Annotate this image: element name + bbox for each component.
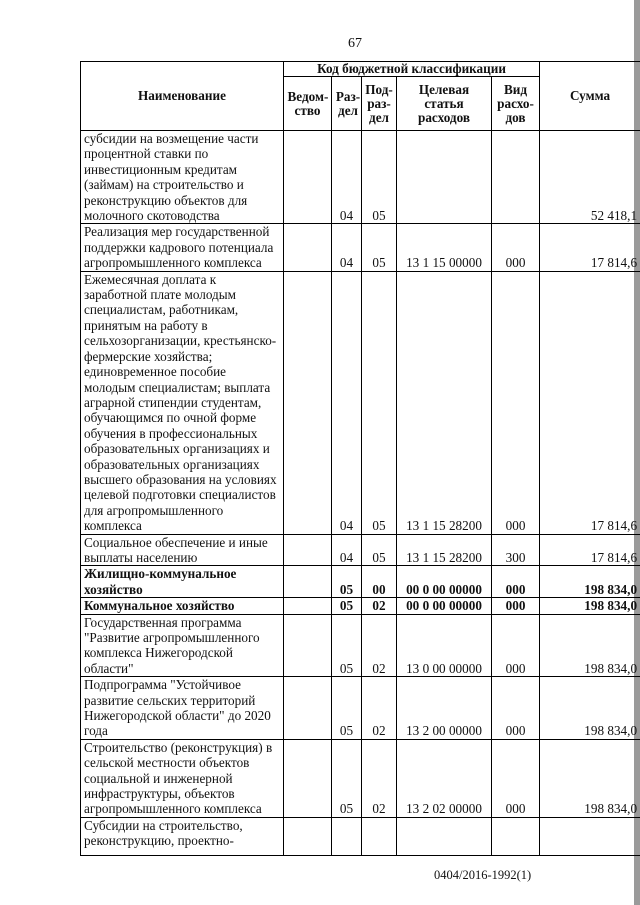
row-name: Подпрограмма "Устойчивое развитие сельских территорий Нижегородской области" до 2020 года: [81, 677, 284, 740]
row-sum: 17 814,6: [540, 224, 640, 271]
table-row: [81, 614, 640, 677]
row-target-article: 00 0 00 00000: [397, 598, 492, 614]
table-row: [81, 271, 640, 534]
row-expense-type: 000: [492, 614, 540, 677]
row-expense-type: 000: [492, 271, 540, 534]
row-subsection: [362, 817, 397, 855]
header-expense-type: [492, 77, 540, 131]
row-target-article: 13 2 00 00000: [397, 677, 492, 740]
table-row: [81, 566, 640, 598]
row-department: [284, 677, 332, 740]
header-section: [332, 77, 362, 131]
header-subsection-text: Под-раз-дел: [365, 81, 393, 125]
header-classification-group: Код бюджетной классификации: [284, 62, 540, 77]
row-expense-type: 300: [492, 534, 540, 566]
row-subsection: 02: [362, 739, 397, 817]
row-section: 04: [332, 131, 362, 224]
table-header: [81, 62, 640, 131]
table-row: [81, 131, 640, 224]
row-expense-type: 000: [492, 677, 540, 740]
row-name: Субсидии на строительство, реконструкцию, проектно-: [81, 817, 284, 855]
row-name: Жилищно-коммунальное хозяйство: [81, 566, 284, 598]
row-sum: 52 418,1: [540, 131, 640, 224]
row-department: [284, 739, 332, 817]
row-target-article: 13 1 15 28200: [397, 271, 492, 534]
row-section: 04: [332, 224, 362, 271]
row-sum: 17 814,6: [540, 534, 640, 566]
row-expense-type: [492, 131, 540, 224]
row-section: 05: [332, 614, 362, 677]
table-body: [81, 131, 640, 856]
row-department: [284, 614, 332, 677]
row-section: 04: [332, 271, 362, 534]
row-subsection: 05: [362, 224, 397, 271]
table-row: [81, 677, 640, 740]
row-subsection: 05: [362, 131, 397, 224]
budget-table: [80, 61, 640, 856]
row-sum: 198 834,0: [540, 566, 640, 598]
header-target-article: [397, 77, 492, 131]
page-number: 67: [348, 36, 362, 51]
row-department: [284, 224, 332, 271]
row-expense-type: 000: [492, 739, 540, 817]
row-target-article: [397, 817, 492, 855]
table-row: [81, 739, 640, 817]
row-department: [284, 817, 332, 855]
row-sum: 198 834,0: [540, 614, 640, 677]
table-row: [81, 598, 640, 614]
row-expense-type: 000: [492, 566, 540, 598]
header-expense-type-text: Вид расхо-дов: [497, 81, 534, 125]
row-sum: 198 834,0: [540, 739, 640, 817]
row-expense-type: 000: [492, 224, 540, 271]
row-department: [284, 534, 332, 566]
row-name: Ежемесячная доплата к заработной плате молодым специалистам, работникам, принятым на работу в сельхозорганизации, крестьянско-фермерские хозяйства; единовременное пособие молодым специалистам; выплата аграрной стипендии студентам, обучающимся по очной форме обучения в профессиональных образовательных организациях и образовательных организациях высшего образования на условиях целевой подготовки специалистов для агропромышленного комплекса: [81, 271, 284, 534]
row-subsection: 05: [362, 271, 397, 534]
row-department: [284, 131, 332, 224]
row-name: Реализация мер государственной поддержки кадрового потенциала агропромышленного комплекса: [81, 224, 284, 271]
row-subsection: 02: [362, 614, 397, 677]
row-subsection: 00: [362, 566, 397, 598]
row-section: 04: [332, 534, 362, 566]
row-name: Социальное обеспечение и иные выплаты населению: [81, 534, 284, 566]
header-target-article-text: Целевая статья расходов: [418, 81, 470, 125]
row-section: [332, 817, 362, 855]
row-subsection: 02: [362, 677, 397, 740]
table-row: [81, 534, 640, 566]
header-department-text: Ведом-ство: [287, 88, 329, 118]
header-section-text: Раз-дел: [335, 88, 361, 118]
row-target-article: 00 0 00 00000: [397, 566, 492, 598]
table-row: [81, 224, 640, 271]
row-section: 05: [332, 598, 362, 614]
row-name: Коммунальное хозяйство: [81, 598, 284, 614]
header-department: [284, 77, 332, 131]
row-department: [284, 598, 332, 614]
row-expense-type: 000: [492, 598, 540, 614]
row-expense-type: [492, 817, 540, 855]
row-sum: 198 834,0: [540, 598, 640, 614]
row-subsection: 05: [362, 534, 397, 566]
row-department: [284, 566, 332, 598]
row-sum: 198 834,0: [540, 677, 640, 740]
row-sum: 17 814,6: [540, 271, 640, 534]
row-section: 05: [332, 566, 362, 598]
document-code: 0404/2016-1992(1): [434, 868, 532, 882]
row-section: 05: [332, 677, 362, 740]
header-name: Наименование: [81, 62, 284, 131]
row-target-article: 13 1 15 00000: [397, 224, 492, 271]
row-department: [284, 271, 332, 534]
row-section: 05: [332, 739, 362, 817]
row-name: Государственная программа "Развитие агропромышленного комплекса Нижегородской области": [81, 614, 284, 677]
row-name: Строительство (реконструкция) в сельской местности объектов социальной и инженерной инфраструктуры, объектов агропромышленного комплекса: [81, 739, 284, 817]
row-sum: [540, 817, 640, 855]
row-target-article: [397, 131, 492, 224]
row-target-article: 13 2 02 00000: [397, 739, 492, 817]
header-subsection: [362, 77, 397, 131]
row-target-article: 13 1 15 28200: [397, 534, 492, 566]
header-sum: Сумма: [540, 62, 640, 131]
row-subsection: 02: [362, 598, 397, 614]
row-target-article: 13 0 00 00000: [397, 614, 492, 677]
row-name: субсидии на возмещение части процентной ставки по инвестиционным кредитам (займам) на строительство и реконструкцию объектов для молочного скотоводства: [81, 131, 284, 224]
table-row: [81, 817, 640, 855]
